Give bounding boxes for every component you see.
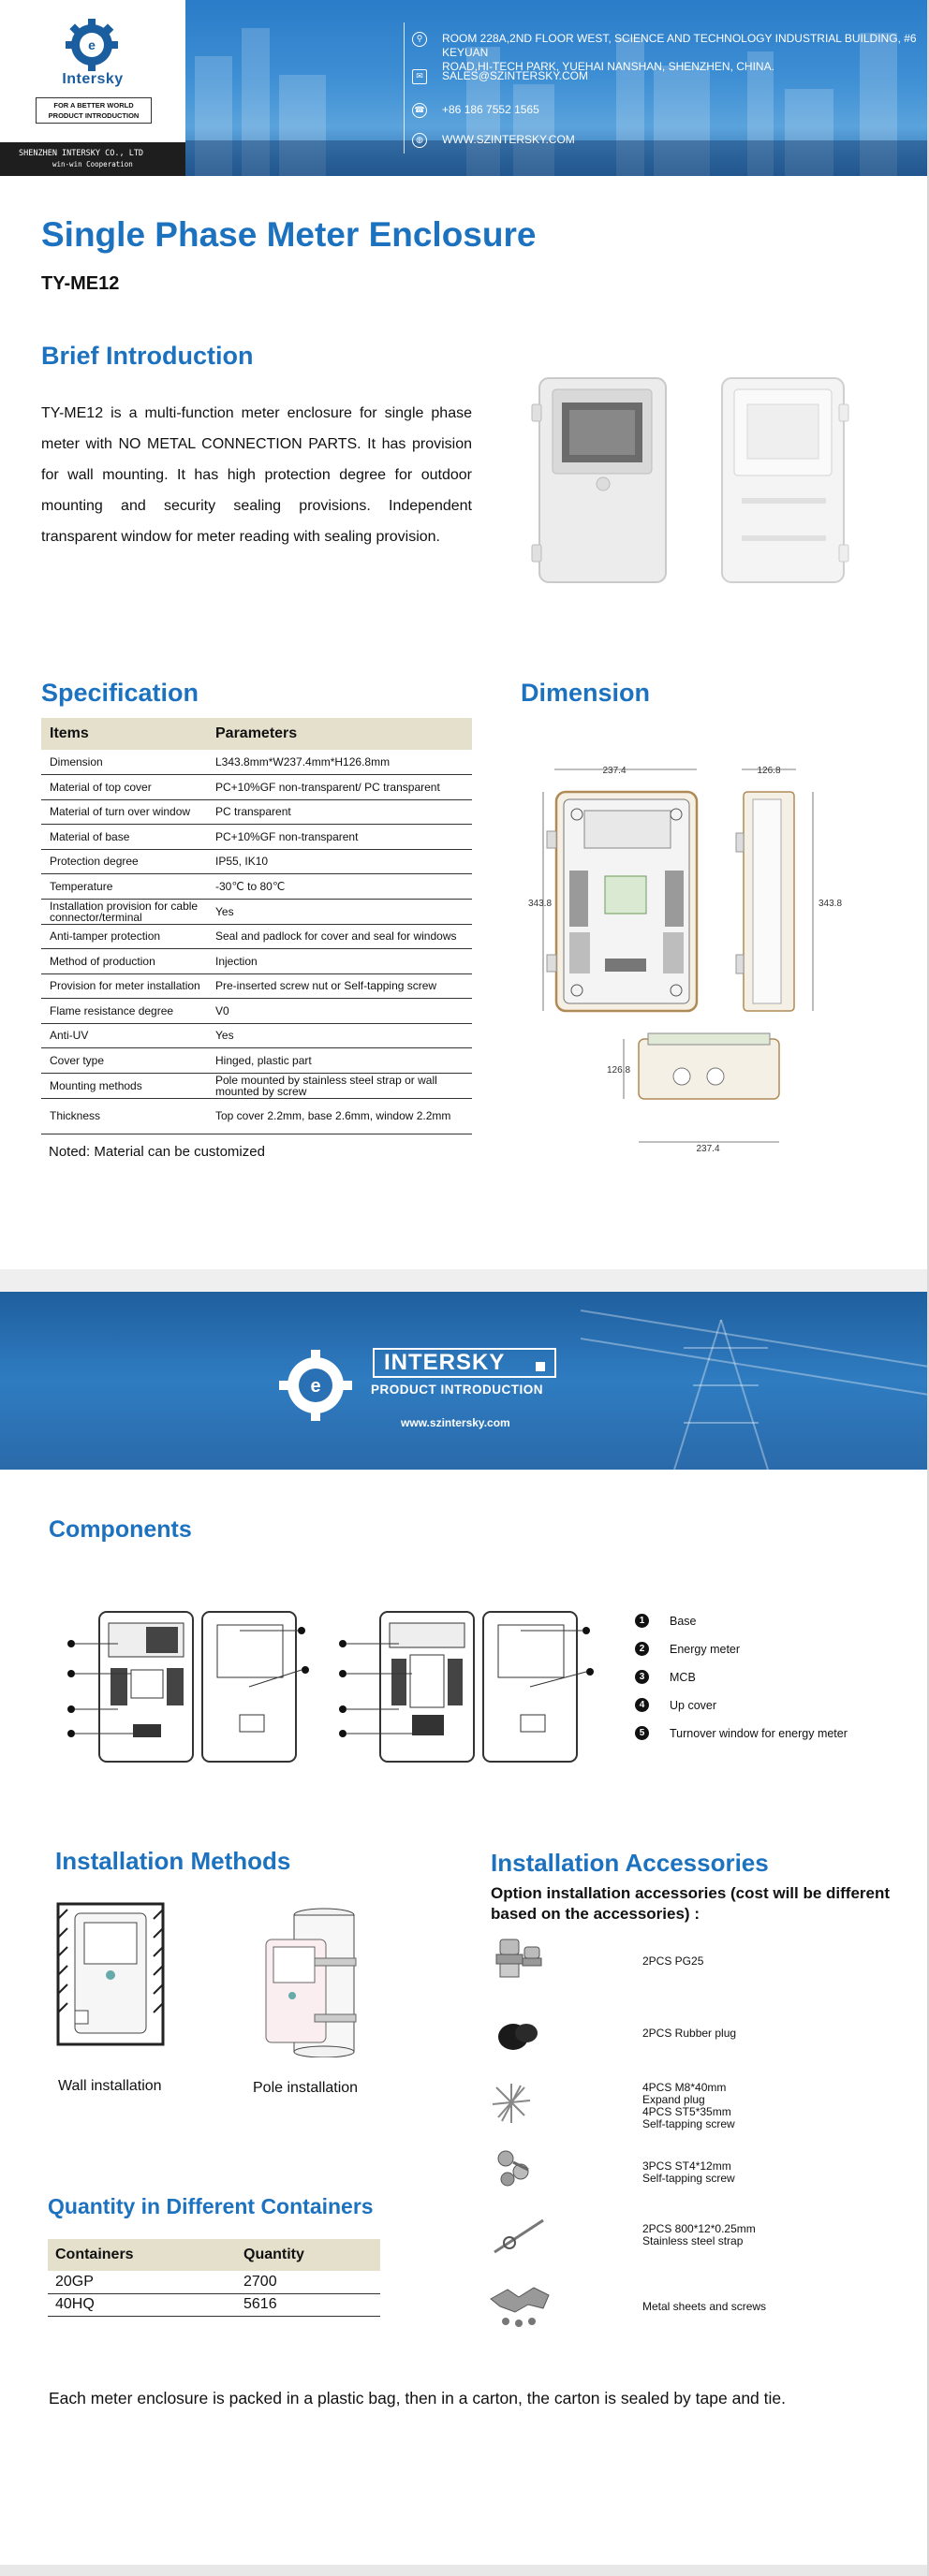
height-label: 343.8 [818,899,843,909]
product-model: TY-ME12 [41,273,120,294]
location-pin-icon: ⚲ [412,32,427,47]
legend-number: 4 [635,1698,649,1712]
pole-installation-label: Pole installation [253,2080,359,2096]
spec-param: PC+10%GF non-transparent [207,825,472,850]
legend-number: 2 [635,1642,649,1656]
city-skyline-image [185,0,929,176]
accessory-line: 4PCS ST5*35mm [642,2105,731,2118]
banner-gear-logo-icon [273,1346,358,1421]
product-title: Single Phase Meter Enclosure [41,215,537,254]
specification-heading: Specification [41,679,199,707]
quantity-table [48,2239,380,2317]
accessory-line: 4PCS M8*40mm [642,2081,727,2094]
spec-param: PC+10%GF non-transparent/ PC transparent [207,775,472,800]
address-line-1: ROOM 228A,2ND FLOOR WEST, SCIENCE AND TECHNOLOGY INDUSTRIAL BUILDING, #6 KEYUAN [442,32,917,59]
table-row [41,825,472,850]
section-divider [0,1269,929,1292]
gear-logo-icon [58,17,125,73]
spec-item: Method of production [41,949,207,974]
spec-param: V0 [207,999,472,1024]
container-qty: 5616 [236,2293,380,2316]
expand-plug-screw-icon [487,2080,553,2130]
spec-item: Mounting methods [41,1073,207,1098]
table-row [41,1073,472,1098]
address-line-2: ROAD,HI-TECH PARK, YUEHAI NANSHAN, SHENZHEN, CHINA. [442,60,774,73]
installation-heading: Installation Methods [55,1847,291,1875]
spec-param: Yes [207,899,472,924]
spec-item: Thickness [41,1098,207,1134]
table-row [41,775,472,800]
dimension-drawing [521,749,877,1161]
table-row [41,1023,472,1048]
packing-note: Each meter enclosure is packed in a plastic bag, then in a carton, the carton is sealed by tape and tie. [49,2389,786,2408]
globe-icon: ◍ [412,133,427,148]
quantity-header-row [48,2239,380,2271]
accessory-label [642,1955,703,1968]
front-view-drawing [543,769,697,1011]
spec-col-params: Parameters [207,718,472,750]
table-row [48,2271,380,2293]
banner-divider [404,22,405,154]
banner-brand-text: INTERSKY [384,1350,506,1375]
page-bottom-bar [0,2565,929,2576]
intro-banner [0,1292,929,1470]
spec-param: Top cover 2.2mm, base 2.6mm, window 2.2mm [207,1098,472,1134]
accessory-line: Self-tapping screw [642,2117,735,2130]
spec-item: Material of turn over window [41,799,207,825]
accessory-label [642,2160,735,2185]
container-type: 40HQ [48,2293,236,2316]
spec-param: Pole mounted by stainless steel strap or wall mounted by screw [207,1073,472,1098]
logo-slogan [36,97,152,124]
spec-param: Yes [207,1023,472,1048]
list-item [633,1726,848,1754]
spec-col-items: Items [41,718,207,750]
spec-item: Material of base [41,825,207,850]
specification-table [41,718,472,1134]
table-row [41,924,472,949]
spec-param: PC transparent [207,799,472,825]
page-header [0,0,929,176]
quantity-heading: Quantity in Different Containers [48,2194,374,2218]
width-label: 237.4 [602,766,627,776]
components-diagram-2 [333,1593,605,1780]
accessories-intro: Option installation accessories (cost will be different based on the accessories) : [491,1884,891,1923]
accessory-line: 2PCS Rubber plug [642,2027,737,2040]
logo-slogan-1: FOR A BETTER WORLD [53,101,134,110]
table-row [48,2293,380,2316]
spec-param: Hinged, plastic part [207,1048,472,1074]
accessory-line: Expand plug [642,2093,705,2106]
rubber-plug-icon [487,2011,553,2061]
legend-label: Turnover window for energy meter [670,1727,848,1740]
table-row [41,799,472,825]
logo-footer-tagline: win-win Cooperation [52,160,133,168]
list-item [633,1642,848,1670]
spec-item: Installation provision for cable connector/terminal [41,899,207,924]
table-row [41,1048,472,1074]
dimension-heading: Dimension [521,679,651,707]
logo-footer-company: SHENZHEN INTERSKY CO., LTD [19,149,144,158]
banner-brand [373,1348,556,1378]
table-row [41,899,472,924]
address [416,32,929,74]
accessory-line: 2PCS PG25 [642,1954,704,1968]
brief-text: TY-ME12 is a multi-function meter enclosure for single phase meter with NO METAL CONNECTION PARTS. It has provision for wall mounting. It has high protection degree for outdoor mounting and security sealing provisions. Independent transparent window for meter reading with sealing provision. [41,405,472,545]
self-tapping-screw-icon [487,2144,553,2194]
width-label-bottom: 237.4 [696,1144,720,1154]
product-photo [530,367,858,601]
accessory-label [642,2301,766,2313]
bottom-view-drawing [624,1033,779,1142]
side-view-drawing [736,769,813,1011]
website-text: WWW.SZINTERSKY.COM [442,133,575,146]
contact-banner [185,0,929,176]
logo-company-name: Intersky [62,71,124,87]
logo-slogan-2: PRODUCT INTRODUCTION [48,111,140,120]
components-legend [633,1614,848,1754]
list-item [633,1698,848,1726]
svg-text:e: e [310,1376,321,1397]
quantity-col-containers: Containers [48,2239,236,2271]
spec-item: Temperature [41,874,207,900]
accessory-line: Self-tapping screw [642,2172,735,2185]
spec-item: Dimension [41,750,207,775]
accessory-label [642,2082,735,2130]
spec-param: Pre-inserted screw nut or Self-tapping screw [207,973,472,999]
legend-number: 1 [635,1614,649,1628]
accessories-heading: Installation Accessories [491,1849,769,1877]
email-text: SALES@SZINTERSKY.COM [442,69,588,82]
legend-number: 5 [635,1726,649,1740]
pole-installation-image [258,1908,371,2057]
spec-param: L343.8mm*W237.4mm*H126.8mm [207,750,472,775]
list-item [633,1670,848,1698]
table-row [41,750,472,775]
cable-gland-icon [487,1934,553,1984]
brief-heading: Brief Introduction [41,342,254,370]
spec-item: Anti-UV [41,1023,207,1048]
spec-item: Flame resistance degree [41,999,207,1024]
wall-installation-label: Wall installation [58,2078,162,2094]
accessory-label [642,2223,756,2247]
spec-item: Cover type [41,1048,207,1074]
container-qty: 2700 [236,2271,380,2293]
components-diagram-1 [62,1593,315,1780]
components-heading: Components [49,1516,192,1543]
legend-number: 3 [635,1670,649,1684]
height-label-left: 343.8 [528,899,553,909]
accessory-line: Metal sheets and screws [642,2300,767,2313]
depth-label-bottom: 126.8 [607,1065,631,1076]
table-row [41,849,472,874]
spec-param: Seal and padlock for cover and seal for windows [207,924,472,949]
quantity-col-quantity: Quantity [236,2239,380,2271]
brand-square-icon [536,1362,545,1371]
metal-sheets-icon [487,2280,553,2331]
spec-param: Injection [207,949,472,974]
accessory-line: 2PCS 800*12*0.25mm [642,2222,756,2235]
table-row [41,999,472,1024]
email [416,69,588,83]
power-tower-image [581,1292,929,1470]
website [416,133,575,147]
table-row [41,973,472,999]
accessory-line: Stainless steel strap [642,2234,744,2247]
table-row [41,1098,472,1134]
spec-header-row [41,718,472,750]
banner-url: www.szintersky.com [401,1416,510,1429]
legend-label: Up cover [670,1699,717,1712]
accessory-label [642,2027,736,2040]
company-logo [0,0,185,142]
svg-text:e: e [88,37,96,52]
depth-label: 126.8 [757,766,781,776]
spec-param: -30℃ to 80℃ [207,874,472,900]
legend-label: Base [670,1615,697,1628]
spec-item: Protection degree [41,849,207,874]
legend-label: MCB [670,1671,696,1684]
logo-footer [0,142,185,176]
steel-strap-icon [487,2211,553,2261]
spec-item: Anti-tamper protection [41,924,207,949]
table-row [41,949,472,974]
phone-text: +86 186 7552 1565 [442,103,539,116]
accessory-line: 3PCS ST4*12mm [642,2159,731,2173]
phone-icon: ☎ [412,103,427,118]
spec-item: Provision for meter installation [41,973,207,999]
phone [414,103,539,117]
container-type: 20GP [48,2271,236,2293]
wall-installation-image [56,1900,165,2050]
spec-item: Material of top cover [41,775,207,800]
table-row [41,874,472,900]
banner-subtitle: PRODUCT INTRODUCTION [371,1383,543,1397]
spec-param: IP55, IK10 [207,849,472,874]
legend-label: Energy meter [670,1643,741,1656]
mail-icon: ✉ [412,69,427,84]
list-item [633,1614,848,1642]
material-note: Noted: Material can be customized [49,1144,265,1160]
